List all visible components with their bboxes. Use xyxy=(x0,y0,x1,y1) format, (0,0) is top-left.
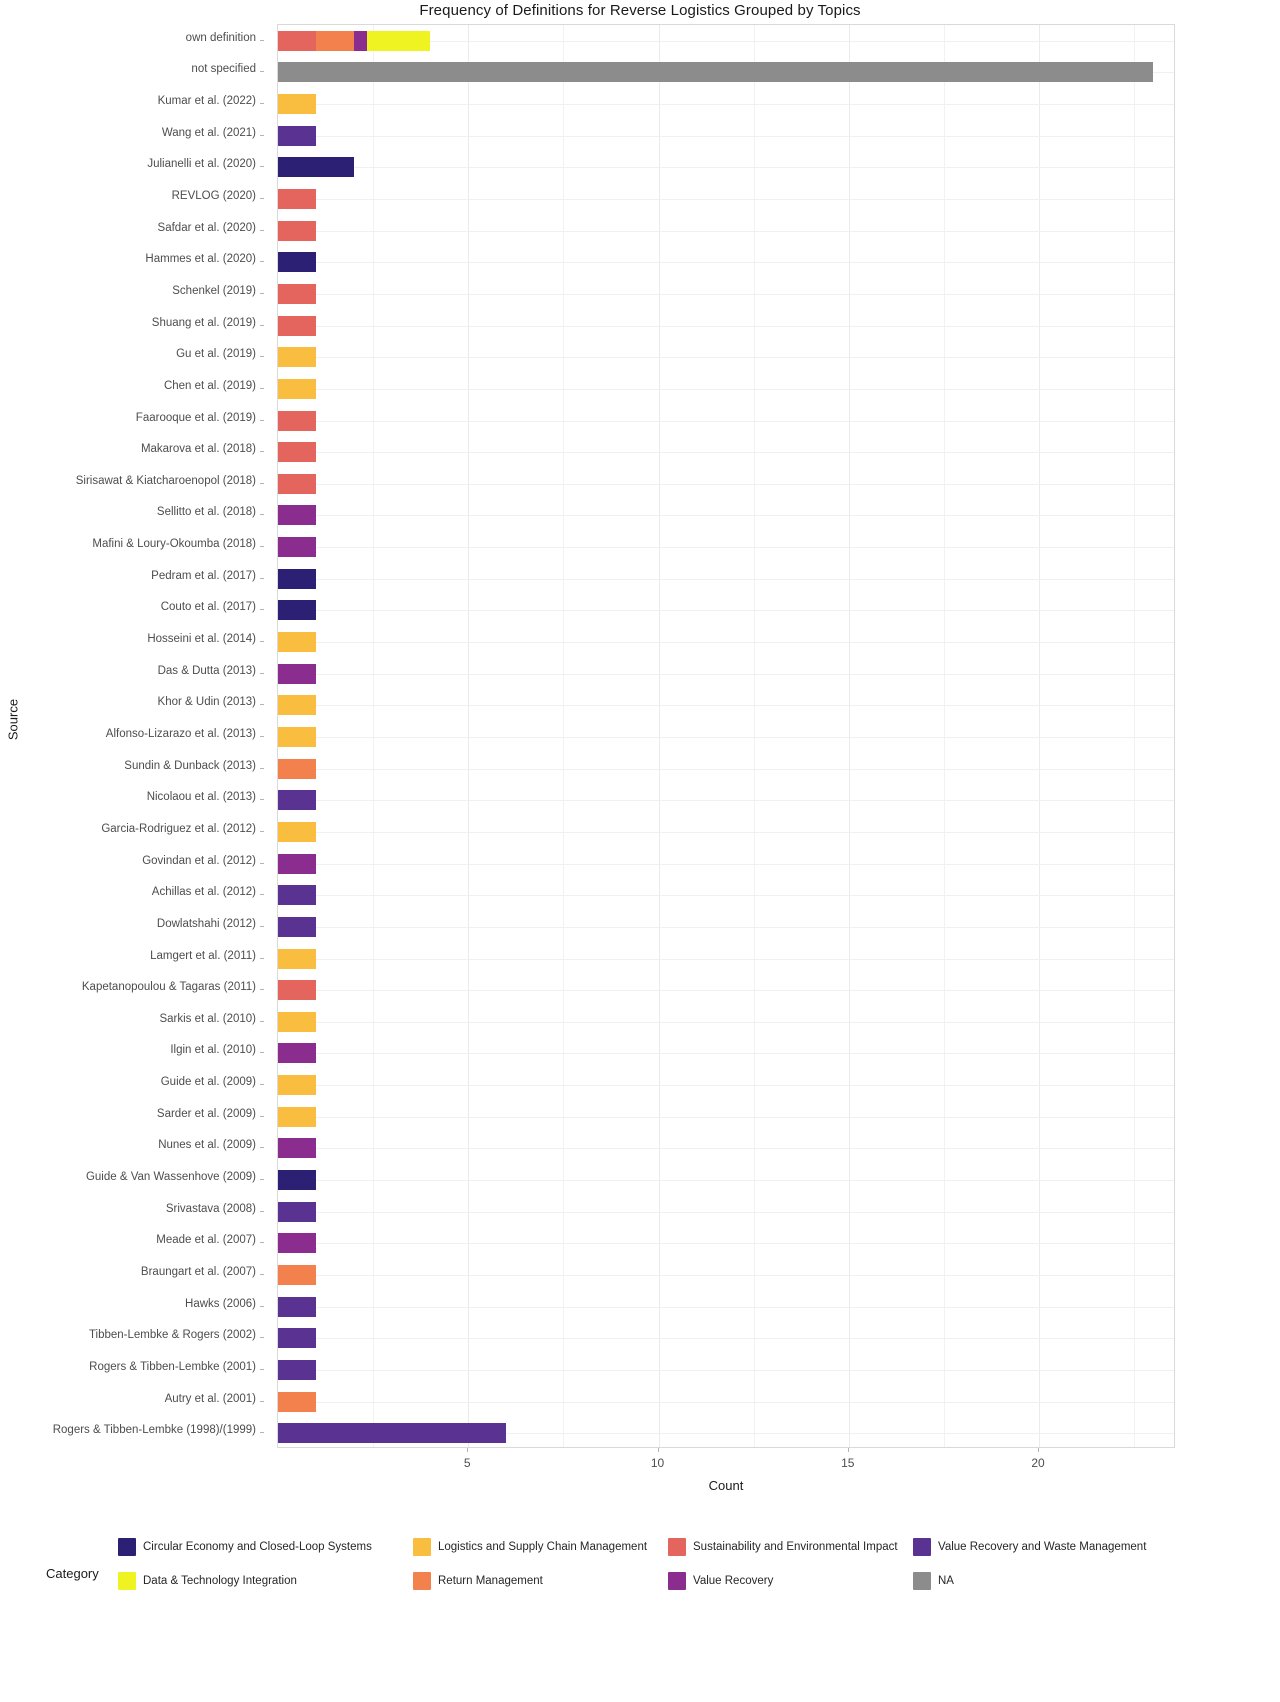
gridline-horizontal xyxy=(278,1148,1174,1149)
bar-segment xyxy=(278,505,316,525)
bar-segment xyxy=(278,157,354,177)
bar-segment xyxy=(278,790,316,810)
legend-item[interactable] xyxy=(413,1572,543,1590)
y-tick-mark xyxy=(260,483,264,484)
gridline-horizontal xyxy=(278,959,1174,960)
bar-segment xyxy=(278,316,316,336)
gridline-horizontal xyxy=(278,1022,1174,1023)
y-tick-label: Pedram et al. (2017) xyxy=(151,569,256,582)
bar-segment xyxy=(278,221,316,241)
gridline-vertical-minor xyxy=(944,25,945,1447)
y-tick-label: Kumar et al. (2022) xyxy=(157,95,256,108)
bar-segment xyxy=(278,1265,316,1285)
x-tick-label: 10 xyxy=(650,1456,665,1470)
y-tick-label: Rogers & Tibben-Lembke (1998)/(1999) xyxy=(52,1424,256,1437)
legend-swatch xyxy=(913,1572,931,1590)
bar-segment xyxy=(278,727,316,747)
y-tick-mark xyxy=(260,1432,264,1433)
gridline-horizontal xyxy=(278,199,1174,200)
y-tick-label: Mafini & Loury-Okoumba (2018) xyxy=(92,538,256,551)
y-tick-mark xyxy=(260,40,264,41)
x-axis-title: Count xyxy=(708,1478,744,1493)
y-tick-mark xyxy=(260,293,264,294)
y-tick-mark xyxy=(260,926,264,927)
gridline-horizontal xyxy=(278,515,1174,516)
gridline-horizontal xyxy=(278,452,1174,453)
gridline-horizontal xyxy=(278,421,1174,422)
legend-item[interactable] xyxy=(413,1538,647,1556)
legend-label: Data & Technology Integration xyxy=(143,1575,297,1587)
gridline-horizontal xyxy=(278,990,1174,991)
y-tick-mark xyxy=(260,546,264,547)
gridline-horizontal xyxy=(278,294,1174,295)
chart-legend xyxy=(0,1530,1280,1620)
y-tick-mark xyxy=(260,831,264,832)
gridline-horizontal xyxy=(278,547,1174,548)
y-tick-label: Tibben-Lembke & Rogers (2002) xyxy=(88,1329,256,1342)
y-tick-label: Khor & Udin (2013) xyxy=(157,696,256,709)
y-tick-mark xyxy=(260,1084,264,1085)
y-tick-label: Braungart et al. (2007) xyxy=(140,1265,256,1278)
bar-segment xyxy=(278,822,316,842)
gridline-horizontal xyxy=(278,642,1174,643)
legend-label: Circular Economy and Closed-Loop Systems xyxy=(143,1541,372,1553)
bar-segment xyxy=(278,1233,316,1253)
y-tick-mark xyxy=(260,103,264,104)
bar-segment xyxy=(278,1107,316,1127)
gridline-vertical-minor xyxy=(1134,25,1135,1447)
bar-segment xyxy=(278,1423,506,1443)
gridline-horizontal xyxy=(278,927,1174,928)
y-tick-label: Sirisawat & Kiatcharoenopol (2018) xyxy=(75,474,256,487)
bar-segment xyxy=(278,885,316,905)
bar-segment xyxy=(278,854,316,874)
y-tick-label: Shuang et al. (2019) xyxy=(151,316,256,329)
y-tick-mark xyxy=(260,673,264,674)
gridline-horizontal xyxy=(278,1180,1174,1181)
plot-panel xyxy=(277,24,1175,1448)
legend-item[interactable] xyxy=(668,1538,898,1556)
bar-segment xyxy=(278,1170,316,1190)
bar-segment xyxy=(278,189,316,209)
y-tick-label: Gu et al. (2019) xyxy=(176,348,256,361)
legend-label: Value Recovery xyxy=(693,1575,774,1587)
y-tick-mark xyxy=(260,388,264,389)
y-tick-mark xyxy=(260,958,264,959)
y-tick-label: Makarova et al. (2018) xyxy=(140,443,256,456)
bar-segment xyxy=(354,31,367,51)
gridline-horizontal xyxy=(278,579,1174,580)
bar-segment xyxy=(278,917,316,937)
y-tick-label: Ilgin et al. (2010) xyxy=(170,1044,256,1057)
y-tick-mark xyxy=(260,799,264,800)
gridline-horizontal xyxy=(278,1370,1174,1371)
bar-segment xyxy=(278,759,316,779)
y-tick-label: Nunes et al. (2009) xyxy=(158,1139,256,1152)
bar-segment xyxy=(278,1138,316,1158)
gridline-horizontal xyxy=(278,357,1174,358)
legend-label: NA xyxy=(938,1575,954,1587)
y-tick-label: Dowlatshahi (2012) xyxy=(156,917,256,930)
y-tick-label: Kapetanopoulou & Tagaras (2011) xyxy=(81,981,256,994)
y-tick-label: Autry et al. (2001) xyxy=(164,1392,256,1405)
y-tick-label: not specified xyxy=(191,63,256,76)
y-tick-mark xyxy=(260,704,264,705)
bar-segment xyxy=(278,347,316,367)
gridline-horizontal xyxy=(278,737,1174,738)
legend-swatch xyxy=(413,1572,431,1590)
y-tick-mark xyxy=(260,609,264,610)
y-tick-mark xyxy=(260,1242,264,1243)
x-tick-label: 20 xyxy=(1031,1456,1045,1470)
y-tick-mark xyxy=(260,325,264,326)
y-tick-label: Achillas et al. (2012) xyxy=(151,886,256,899)
bar-segment xyxy=(278,600,316,620)
gridline-horizontal xyxy=(278,1117,1174,1118)
gridline-horizontal xyxy=(278,484,1174,485)
y-tick-mark xyxy=(260,1306,264,1307)
gridline-horizontal xyxy=(278,167,1174,168)
y-tick-label: Rogers & Tibben-Lembke (2001) xyxy=(89,1360,256,1373)
legend-item[interactable] xyxy=(668,1572,773,1590)
y-tick-mark xyxy=(260,1401,264,1402)
y-tick-mark xyxy=(260,1274,264,1275)
gridline-horizontal xyxy=(278,104,1174,105)
y-tick-mark xyxy=(260,1052,264,1053)
y-tick-mark xyxy=(260,1147,264,1148)
gridline-horizontal xyxy=(278,1053,1174,1054)
bar-segment xyxy=(278,664,316,684)
bar-segment xyxy=(316,31,354,51)
gridline-horizontal xyxy=(278,674,1174,675)
y-axis-title: Source xyxy=(5,698,21,741)
y-tick-mark xyxy=(260,198,264,199)
bar-segment xyxy=(278,94,316,114)
y-tick-mark xyxy=(260,420,264,421)
x-tick-mark xyxy=(467,1448,468,1452)
gridline-vertical-major xyxy=(468,25,469,1447)
y-tick-mark xyxy=(260,166,264,167)
bar-segment xyxy=(278,949,316,969)
gridline-horizontal xyxy=(278,1338,1174,1339)
y-tick-mark xyxy=(260,768,264,769)
y-tick-mark xyxy=(260,989,264,990)
bar-segment xyxy=(278,537,316,557)
y-tick-label: Chen et al. (2019) xyxy=(163,379,256,392)
y-tick-label: Schenkel (2019) xyxy=(172,284,256,297)
gridline-horizontal xyxy=(278,231,1174,232)
x-tick-label: 15 xyxy=(841,1456,855,1470)
y-tick-label: Nicolaou et al. (2013) xyxy=(146,791,256,804)
y-tick-label: Sellitto et al. (2018) xyxy=(156,506,256,519)
y-tick-label: Wang et al. (2021) xyxy=(161,126,256,139)
bar-segment xyxy=(278,1075,316,1095)
legend-swatch xyxy=(668,1538,686,1556)
bar-segment xyxy=(278,632,316,652)
y-tick-mark xyxy=(260,356,264,357)
y-tick-label: Hosseini et al. (2014) xyxy=(147,633,256,646)
bar-segment xyxy=(278,1012,316,1032)
gridline-vertical-major xyxy=(849,25,850,1447)
y-tick-mark xyxy=(260,736,264,737)
gridline-horizontal xyxy=(278,769,1174,770)
y-tick-label: Faarooque et al. (2019) xyxy=(135,411,256,424)
y-tick-label: Couto et al. (2017) xyxy=(160,601,256,614)
y-tick-mark xyxy=(260,1179,264,1180)
x-tick-mark xyxy=(658,1448,659,1452)
bar-segment xyxy=(278,379,316,399)
y-tick-mark xyxy=(260,261,264,262)
gridline-vertical-minor xyxy=(373,25,374,1447)
x-tick-label: 5 xyxy=(463,1456,471,1470)
gridline-horizontal xyxy=(278,1243,1174,1244)
y-tick-label: Sarder et al. (2009) xyxy=(156,1107,256,1120)
chart-title: Frequency of Definitions for Reverse Logistics Grouped by Topics xyxy=(419,2,861,19)
bar-segment xyxy=(278,1202,316,1222)
y-tick-label: REVLOG (2020) xyxy=(171,190,256,203)
gridline-horizontal xyxy=(278,864,1174,865)
y-tick-label: Garcia-Rodriguez et al. (2012) xyxy=(101,822,256,835)
y-tick-mark xyxy=(260,863,264,864)
gridline-horizontal xyxy=(278,262,1174,263)
legend-item[interactable] xyxy=(913,1538,1146,1556)
y-tick-mark xyxy=(260,1021,264,1022)
legend-swatch xyxy=(668,1572,686,1590)
y-tick-mark xyxy=(260,1337,264,1338)
gridline-horizontal xyxy=(278,326,1174,327)
y-tick-label: Meade et al. (2007) xyxy=(156,1234,256,1247)
legend-item[interactable] xyxy=(118,1538,372,1556)
legend-swatch xyxy=(118,1572,136,1590)
bar-segment xyxy=(278,1360,316,1380)
y-tick-label: Das & Dutta (2013) xyxy=(157,664,256,677)
gridline-horizontal xyxy=(278,1307,1174,1308)
gridline-horizontal xyxy=(278,1275,1174,1276)
y-axis-labels xyxy=(0,24,270,1448)
gridline-horizontal xyxy=(278,800,1174,801)
legend-swatch xyxy=(913,1538,931,1556)
y-tick-mark xyxy=(260,135,264,136)
gridline-vertical-major xyxy=(1039,25,1040,1447)
bar-segment xyxy=(278,126,316,146)
x-tick-mark xyxy=(1038,1448,1039,1452)
legend-swatch xyxy=(118,1538,136,1556)
y-tick-label: Safdar et al. (2020) xyxy=(157,221,256,234)
y-tick-mark xyxy=(260,578,264,579)
y-tick-label: Lamgert et al. (2011) xyxy=(150,949,256,962)
bar-segment xyxy=(278,474,316,494)
legend-item[interactable] xyxy=(118,1572,297,1590)
gridline-horizontal xyxy=(278,1402,1174,1403)
legend-label: Return Management xyxy=(438,1575,543,1587)
bar-segment xyxy=(278,1297,316,1317)
gridline-horizontal xyxy=(278,389,1174,390)
y-tick-label: Srivastava (2008) xyxy=(165,1202,256,1215)
legend-item[interactable] xyxy=(913,1572,954,1590)
gridline-horizontal xyxy=(278,705,1174,706)
legend-label: Value Recovery and Waste Management xyxy=(938,1541,1147,1553)
bar-segment xyxy=(278,1392,316,1412)
gridline-vertical-minor xyxy=(754,25,755,1447)
bar-segment xyxy=(278,31,316,51)
bar-segment xyxy=(278,1043,316,1063)
y-tick-mark xyxy=(260,71,264,72)
y-tick-mark xyxy=(260,230,264,231)
bar-segment xyxy=(278,62,1153,82)
gridline-horizontal xyxy=(278,832,1174,833)
y-tick-mark xyxy=(260,514,264,515)
y-tick-label: Sundin & Dunback (2013) xyxy=(124,759,256,772)
gridline-vertical-minor xyxy=(563,25,564,1447)
legend-swatch xyxy=(413,1538,431,1556)
y-tick-mark xyxy=(260,451,264,452)
gridline-horizontal xyxy=(278,610,1174,611)
y-tick-label: Guide et al. (2009) xyxy=(160,1076,256,1089)
bar-segment xyxy=(278,1328,316,1348)
y-tick-label: Govindan et al. (2012) xyxy=(142,854,256,867)
bar-segment xyxy=(278,252,316,272)
y-tick-mark xyxy=(260,1211,264,1212)
bar-segment xyxy=(367,31,430,51)
gridline-horizontal xyxy=(278,1212,1174,1213)
legend-title: Category xyxy=(46,1566,99,1581)
gridline-horizontal xyxy=(278,1085,1174,1086)
y-tick-mark xyxy=(260,1369,264,1370)
bar-segment xyxy=(278,284,316,304)
y-tick-mark xyxy=(260,894,264,895)
bar-segment xyxy=(278,980,316,1000)
gridline-horizontal xyxy=(278,136,1174,137)
y-tick-label: Julianelli et al. (2020) xyxy=(147,158,256,171)
gridline-horizontal xyxy=(278,895,1174,896)
y-tick-label: Guide & Van Wassenhove (2009) xyxy=(85,1171,256,1184)
y-tick-mark xyxy=(260,1116,264,1117)
x-tick-mark xyxy=(848,1448,849,1452)
y-tick-label: Alfonso-Lizarazo et al. (2013) xyxy=(105,728,256,740)
y-tick-label: Hammes et al. (2020) xyxy=(145,253,256,266)
y-tick-mark xyxy=(260,641,264,642)
y-tick-label: Sarkis et al. (2010) xyxy=(159,1012,256,1025)
y-tick-label: Hawks (2006) xyxy=(185,1297,256,1310)
bar-segment xyxy=(278,695,316,715)
legend-label: Sustainability and Environmental Impact xyxy=(693,1541,898,1553)
gridline-vertical-major xyxy=(659,25,660,1447)
legend-label: Logistics and Supply Chain Management xyxy=(438,1541,648,1553)
bar-segment xyxy=(278,442,316,462)
bar-segment xyxy=(278,411,316,431)
y-tick-label: own definition xyxy=(185,31,256,44)
bar-segment xyxy=(278,569,316,589)
